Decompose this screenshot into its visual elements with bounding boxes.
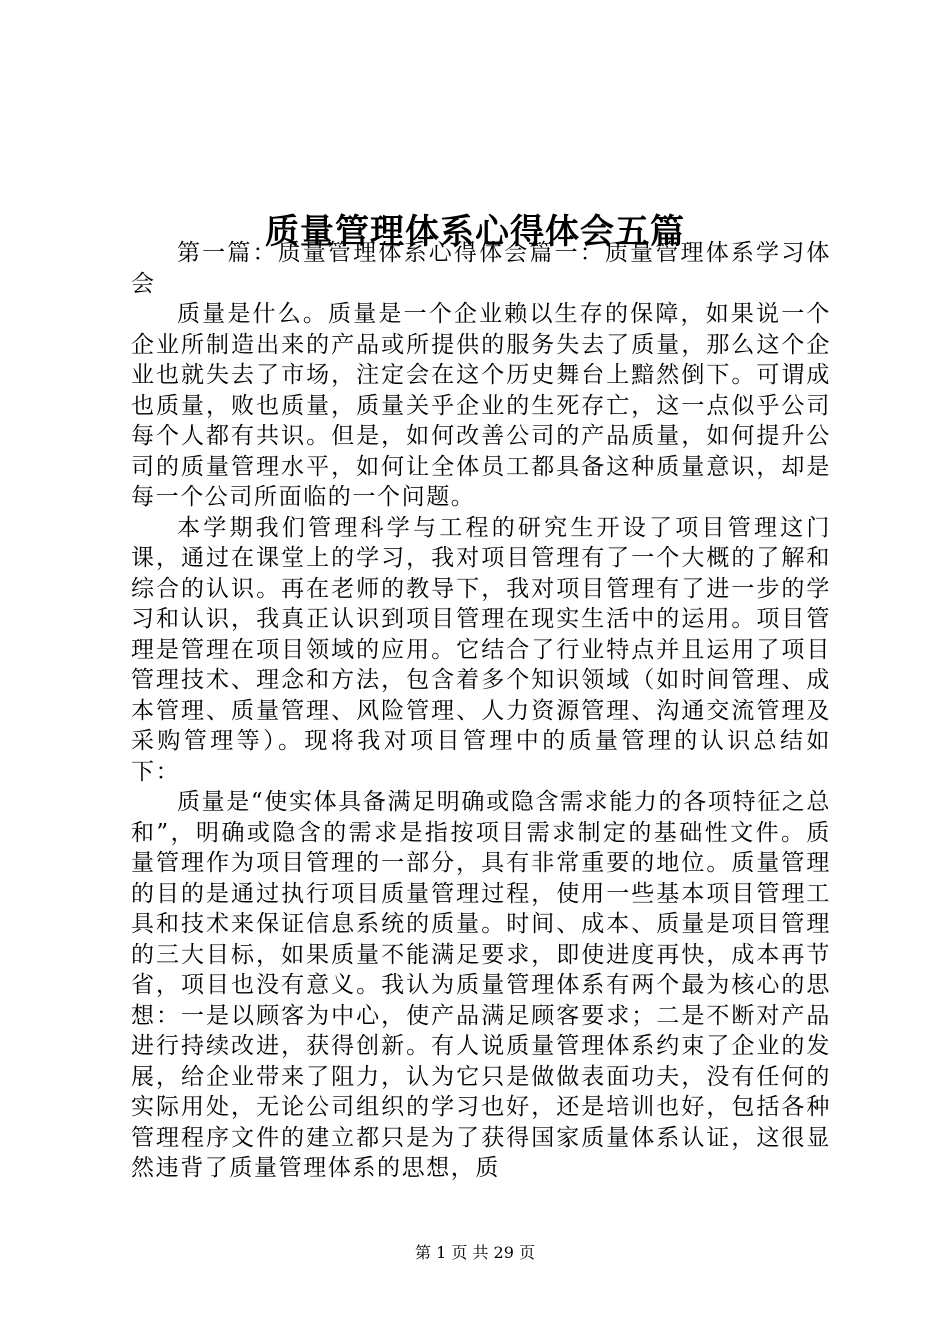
paragraph: 质量是“使实体具备满足明确或隐含需求能力的各项特征之总和”，明确或隐含的需求是指按项目需求制定的基础性文件。质量管理作为项目管理的一部分，具有非常重要的地位。质量管理的目的是通过执行项目质量管理过程，使用一些基本项目管理工具和技术来保证信息系统的质量。时间、成本、质量是项目管理的三大目标，如果质量不能满足要求，即使进度再快，成本再节省，项目也没有意义。我认为质量管理体系有两个最为核心的思想：一是以顾客为中心，使产品满足顾客要求；二是不断对产品进行持续改进，获得创新。有人说质量管理体系约束了企业的发展，给企业带来了阻力，认为它只是做做表面功夫，没有任何的实际用处，无论公司组织的学习也好，还是培训也好，包括各种管理程序文件的建立都只是为了获得国家质量体系认证，这很显然违背了质量管理体系的思想，质	[131, 789, 831, 1181]
document-title: 质量管理体系心得体会五篇	[265, 211, 685, 252]
paragraph: 本学期我们管理科学与工程的研究生开设了项目管理这门课，通过在课堂上的学习，我对项目管理有了一个大概的了解和综合的认识。再在老师的教导下，我对项目管理有了进一步的学习和认识，我真正认识到项目管理在现实生活中的运用。项目管理是管理在项目领域的应用。它结合了行业特点并且运用了项目管理技术、理念和方法，包含着多个知识领域（如时间管理、成本管理、质量管理、风险管理、人力资源管理、沟通交流管理及采购管理等）。现将我对项目管理中的质量管理的认识总结如下：	[131, 514, 831, 785]
paragraph: 质量是什么。质量是一个企业赖以生存的保障，如果说一个企业所制造出来的产品或所提供的服务失去了质量，那么这个企业也就失去了市场，注定会在这个历史舞台上黯然倒下。可谓成也质量，败也质量，质量关乎企业的生死存亡，这一点似乎公司每个人都有共识。但是，如何改善公司的产品质量，如何提升公司的质量管理水平，如何让全体员工都具备这种质量意识，却是每一个公司所面临的一个问题。	[131, 301, 831, 510]
page-footer: 第 1 页 共 29 页	[415, 1243, 535, 1262]
paragraph-heading: 第一篇：质量管理体系心得体会篇一：质量管理体系学习体会	[131, 240, 831, 297]
document-body	[131, 238, 831, 1184]
